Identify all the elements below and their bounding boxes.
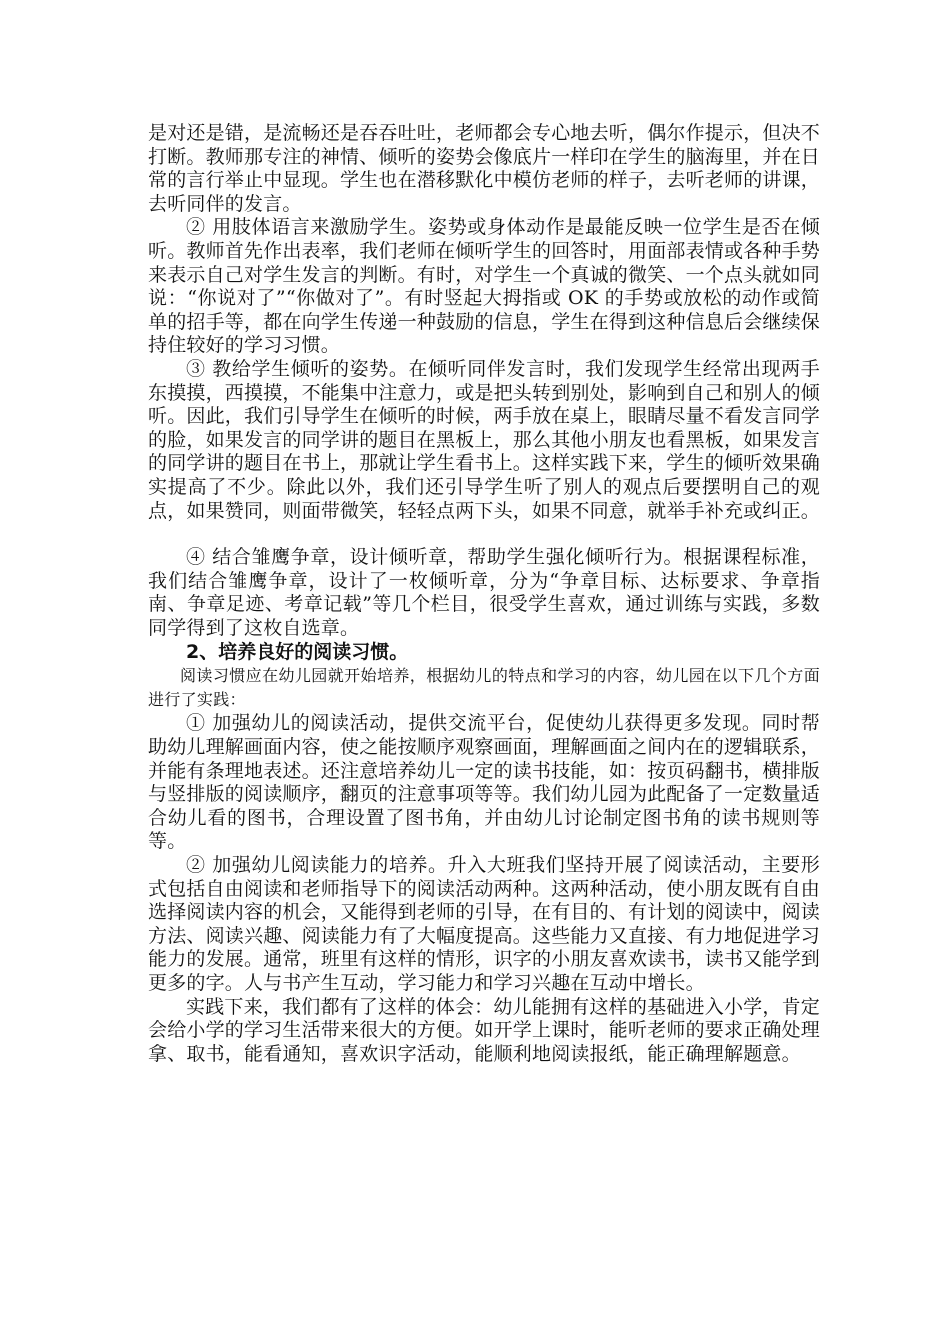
paragraph-reading-intro: 阅读习惯应在幼儿园就开始培养，根据幼儿的特点和学习的内容，幼儿园在以下几个方面进行了实践： — [148, 666, 820, 710]
section-heading-reading-habits: 2、培养良好的阅读习惯。 — [186, 641, 409, 664]
paragraph-gap — [148, 523, 820, 546]
paragraph-reading-activities: ① 加强幼儿的阅读活动，提供交流平台，促使幼儿获得更多发现。同时帮助幼儿理解画面内容，使之能按顺序观察画面，理解画面之间内在的逻辑联系，并能有条理地表述。还注意培养幼儿一定的读书技能，如：按页码翻书，横排版与竖排版的阅读顺序，翻页的注意事项等等。我们幼儿园为此配备了一定数量适合幼儿看的图书，合理设置了图书角，并由幼儿讨论制定图书角的读书规则等等。 — [148, 712, 821, 853]
paragraph-reading-ability: ② 加强幼儿阅读能力的培养。升入大班我们坚持开展了阅读活动，主要形式包括自由阅读和老师指导下的阅读活动两种。这两种活动，使小朋友既有自由选择阅读内容的机会，又能得到老师的引导，在有目的、有计划的阅读中，阅读方法、阅读兴趣、阅读能力有了大幅度提高。这些能力又直接、有力地促进学习能力的发展。通常，班里有这样的情形，识字的小朋友喜欢读书，读书又能学到更多的字。人与书产生互动，学习能力和学习兴趣在互动中增长。 — [148, 854, 821, 994]
document-page — [148, 122, 820, 1066]
paragraph-listening-posture: ③ 教给学生倾听的姿势。在倾听同伴发言时，我们发现学生经常出现两手东摸摸，西摸摸，不能集中注意力，或是把头转到别处，影响到自己和别人的倾听。因此，我们引导学生在倾听的时候，两手放在桌上，眼睛尽量不看发言同学的脸，如果发言的同学讲的题目在黑板上，那么其他小朋友也看黑板，如果发言的同学讲的题目在书上，那就让学生看书上。这样实践下来，学生的倾听效果确实提高了不少。除此以外，我们还引导学生听了别人的观点后要摆明自己的观点，如果赞同，则面带微笑，轻轻点两下头，如果不同意，就举手补充或纠正。 — [148, 357, 821, 522]
paragraph-body-language: ② 用肢体语言来激励学生。姿势或身体动作是最能反映一位学生是否在倾听。教师首先作出表率，我们老师在倾听学生的回答时，用面部表情或各种手势来表示自己对学生发言的判断。有时，对学生一个真诚的微笑、一个点头就如同说：“你说对了”“你做对了”。有时竖起大拇指或 OK 的手势或放松的动作或简单的招手等，都在向学生传递一种鼓励的信息，学生在得到这种信息后会继续保持住较好的学习习惯。 — [148, 216, 821, 357]
paragraph-listening-badge: ④ 结合雏鹰争章，设计倾听章，帮助学生强化倾听行为。根据课程标准，我们结合雏鹰争章，设计了一枚倾听章，分为“争章目标、达标要求、争章指南、争章足迹、考章记载”等几个栏目，很受学生喜欢，通过训练与实践，多数同学得到了这枚自选章。 — [148, 546, 820, 639]
paragraph-listening-attention: 是对还是错，是流畅还是吞吞吐吐，老师都会专心地去听，偶尔作提示，但决不打断。教师那专注的神情、倾听的姿势会像底片一样印在学生的脑海里，并在日常的言行举止中显现。学生也在潜移默化中模仿老师的样子，去听老师的讲课，去听同伴的发言。 — [148, 122, 821, 215]
paragraph-conclusion: 实践下来，我们都有了这样的体会：幼儿能拥有这样的基础进入小学，肯定会给小学的学习生活带来很大的方便。如开学上课时，能听老师的要求正确处理拿、取书，能看通知，喜欢识字活动，能顺利地阅读报纸，能正确理解题意。 — [148, 995, 821, 1065]
